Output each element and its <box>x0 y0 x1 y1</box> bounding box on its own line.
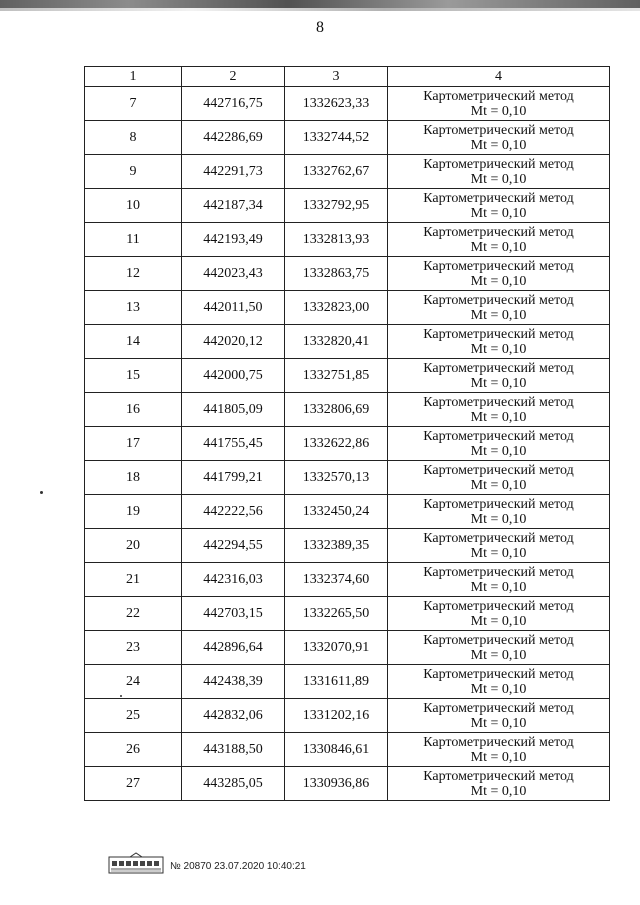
registration-stamp: № 20870 23.07.2020 10:40:21 <box>170 861 306 872</box>
x-coordinate-cell: 442193,49 <box>182 223 285 257</box>
method-accuracy: Mt = 0,10 <box>470 477 527 493</box>
y-coordinate-cell: 1332450,24 <box>285 495 388 529</box>
table-row <box>85 665 610 699</box>
x-coordinate-cell: 442286,69 <box>182 121 285 155</box>
point-number-cell: 15 <box>85 359 182 393</box>
point-number-cell: 20 <box>85 529 182 563</box>
y-coordinate-cell: 1332820,41 <box>285 325 388 359</box>
method-name: Картометрический метод <box>423 88 574 104</box>
method-accuracy: Mt = 0,10 <box>470 681 527 697</box>
point-number-cell: 19 <box>85 495 182 529</box>
x-coordinate-cell: 443188,50 <box>182 733 285 767</box>
method-accuracy: Mt = 0,10 <box>470 103 527 119</box>
method-cell <box>388 665 610 699</box>
method-cell <box>388 529 610 563</box>
point-number-cell: 27 <box>85 767 182 801</box>
method-cell <box>388 257 610 291</box>
header-col-1: 1 <box>85 67 182 87</box>
method-cell <box>388 699 610 733</box>
registry-seal-icon <box>108 852 164 874</box>
method-name: Картометрический метод <box>423 428 574 444</box>
method-name: Картометрический метод <box>423 734 574 750</box>
method-cell <box>388 733 610 767</box>
scan-edge <box>0 0 640 8</box>
y-coordinate-cell: 1331611,89 <box>285 665 388 699</box>
method-accuracy: Mt = 0,10 <box>470 205 527 221</box>
point-number-cell: 14 <box>85 325 182 359</box>
table-row <box>85 563 610 597</box>
table-body <box>85 87 610 801</box>
method-name: Картометрический метод <box>423 462 574 478</box>
y-coordinate-cell: 1332863,75 <box>285 257 388 291</box>
method-name: Картометрический метод <box>423 530 574 546</box>
method-cell <box>388 359 610 393</box>
method-cell <box>388 767 610 801</box>
header-col-3: 3 <box>285 67 388 87</box>
point-number-cell: 26 <box>85 733 182 767</box>
method-cell <box>388 87 610 121</box>
coordinates-table <box>84 66 610 801</box>
y-coordinate-cell: 1332751,85 <box>285 359 388 393</box>
method-accuracy: Mt = 0,10 <box>470 715 527 731</box>
y-coordinate-cell: 1330936,86 <box>285 767 388 801</box>
x-coordinate-cell: 441799,21 <box>182 461 285 495</box>
method-accuracy: Mt = 0,10 <box>470 443 527 459</box>
x-coordinate-cell: 442716,75 <box>182 87 285 121</box>
method-accuracy: Mt = 0,10 <box>470 579 527 595</box>
x-coordinate-cell: 442011,50 <box>182 291 285 325</box>
table-row <box>85 393 610 427</box>
point-number-cell: 8 <box>85 121 182 155</box>
y-coordinate-cell: 1332389,35 <box>285 529 388 563</box>
y-coordinate-cell: 1332070,91 <box>285 631 388 665</box>
table-row <box>85 597 610 631</box>
method-accuracy: Mt = 0,10 <box>470 613 527 629</box>
scan-speck <box>40 491 43 494</box>
method-name: Картометрический метод <box>423 632 574 648</box>
x-coordinate-cell: 441755,45 <box>182 427 285 461</box>
footer <box>108 852 306 874</box>
method-cell <box>388 495 610 529</box>
method-accuracy: Mt = 0,10 <box>470 783 527 799</box>
method-cell <box>388 291 610 325</box>
method-name: Картометрический метод <box>423 360 574 376</box>
method-cell <box>388 223 610 257</box>
method-accuracy: Mt = 0,10 <box>470 307 527 323</box>
method-name: Картометрический метод <box>423 326 574 342</box>
x-coordinate-cell: 442896,64 <box>182 631 285 665</box>
method-name: Картометрический метод <box>423 598 574 614</box>
y-coordinate-cell: 1332762,67 <box>285 155 388 189</box>
x-coordinate-cell: 442020,12 <box>182 325 285 359</box>
method-cell <box>388 563 610 597</box>
x-coordinate-cell: 442438,39 <box>182 665 285 699</box>
point-number-cell: 13 <box>85 291 182 325</box>
point-number-cell: 24 <box>85 665 182 699</box>
page-number: 8 <box>316 19 324 36</box>
table-header-row <box>85 67 610 87</box>
y-coordinate-cell: 1332806,69 <box>285 393 388 427</box>
table-row <box>85 189 610 223</box>
y-coordinate-cell: 1332623,33 <box>285 87 388 121</box>
method-name: Картометрический метод <box>423 394 574 410</box>
method-accuracy: Mt = 0,10 <box>470 137 527 153</box>
method-accuracy: Mt = 0,10 <box>470 409 527 425</box>
x-coordinate-cell: 442000,75 <box>182 359 285 393</box>
x-coordinate-cell: 442187,34 <box>182 189 285 223</box>
table-row <box>85 155 610 189</box>
method-cell <box>388 325 610 359</box>
x-coordinate-cell: 442832,06 <box>182 699 285 733</box>
point-number-cell: 17 <box>85 427 182 461</box>
method-name: Картометрический метод <box>423 768 574 784</box>
method-name: Картометрический метод <box>423 292 574 308</box>
table-row <box>85 121 610 155</box>
y-coordinate-cell: 1332744,52 <box>285 121 388 155</box>
y-coordinate-cell: 1332823,00 <box>285 291 388 325</box>
method-name: Картометрический метод <box>423 564 574 580</box>
method-name: Картометрический метод <box>423 258 574 274</box>
table-row <box>85 257 610 291</box>
point-number-cell: 10 <box>85 189 182 223</box>
table-row <box>85 87 610 121</box>
method-accuracy: Mt = 0,10 <box>470 545 527 561</box>
table-row <box>85 733 610 767</box>
table-row <box>85 529 610 563</box>
point-number-cell: 22 <box>85 597 182 631</box>
table-row <box>85 767 610 801</box>
method-cell <box>388 427 610 461</box>
table-row <box>85 427 610 461</box>
table-row <box>85 495 610 529</box>
method-name: Картометрический метод <box>423 700 574 716</box>
y-coordinate-cell: 1331202,16 <box>285 699 388 733</box>
table-row <box>85 631 610 665</box>
table-row <box>85 461 610 495</box>
method-accuracy: Mt = 0,10 <box>470 171 527 187</box>
method-accuracy: Mt = 0,10 <box>470 341 527 357</box>
x-coordinate-cell: 442294,55 <box>182 529 285 563</box>
table-row <box>85 291 610 325</box>
point-number-cell: 11 <box>85 223 182 257</box>
point-number-cell: 25 <box>85 699 182 733</box>
method-accuracy: Mt = 0,10 <box>470 647 527 663</box>
scan-edge-shadow <box>0 8 640 11</box>
x-coordinate-cell: 442222,56 <box>182 495 285 529</box>
method-cell <box>388 597 610 631</box>
y-coordinate-cell: 1330846,61 <box>285 733 388 767</box>
method-cell <box>388 189 610 223</box>
method-cell <box>388 155 610 189</box>
y-coordinate-cell: 1332570,13 <box>285 461 388 495</box>
method-cell <box>388 393 610 427</box>
header-col-4: 4 <box>388 67 610 87</box>
table-row <box>85 223 610 257</box>
point-number-cell: 18 <box>85 461 182 495</box>
point-number-cell: 23 <box>85 631 182 665</box>
header-col-2: 2 <box>182 67 285 87</box>
y-coordinate-cell: 1332622,86 <box>285 427 388 461</box>
x-coordinate-cell: 442023,43 <box>182 257 285 291</box>
table-row <box>85 359 610 393</box>
table-row <box>85 699 610 733</box>
y-coordinate-cell: 1332792,95 <box>285 189 388 223</box>
method-accuracy: Mt = 0,10 <box>470 375 527 391</box>
point-number-cell: 12 <box>85 257 182 291</box>
method-cell <box>388 461 610 495</box>
method-cell <box>388 631 610 665</box>
method-name: Картометрический метод <box>423 156 574 172</box>
method-accuracy: Mt = 0,10 <box>470 511 527 527</box>
point-number-cell: 7 <box>85 87 182 121</box>
point-number-cell: 9 <box>85 155 182 189</box>
y-coordinate-cell: 1332813,93 <box>285 223 388 257</box>
method-name: Картометрический метод <box>423 190 574 206</box>
x-coordinate-cell: 442703,15 <box>182 597 285 631</box>
method-name: Картометрический метод <box>423 666 574 682</box>
method-accuracy: Mt = 0,10 <box>470 273 527 289</box>
method-accuracy: Mt = 0,10 <box>470 749 527 765</box>
scan-speck <box>120 695 122 697</box>
method-accuracy: Mt = 0,10 <box>470 239 527 255</box>
y-coordinate-cell: 1332265,50 <box>285 597 388 631</box>
x-coordinate-cell: 443285,05 <box>182 767 285 801</box>
method-name: Картометрический метод <box>423 122 574 138</box>
x-coordinate-cell: 441805,09 <box>182 393 285 427</box>
method-name: Картометрический метод <box>423 496 574 512</box>
table-row <box>85 325 610 359</box>
point-number-cell: 21 <box>85 563 182 597</box>
method-cell <box>388 121 610 155</box>
x-coordinate-cell: 442291,73 <box>182 155 285 189</box>
y-coordinate-cell: 1332374,60 <box>285 563 388 597</box>
method-name: Картометрический метод <box>423 224 574 240</box>
point-number-cell: 16 <box>85 393 182 427</box>
x-coordinate-cell: 442316,03 <box>182 563 285 597</box>
